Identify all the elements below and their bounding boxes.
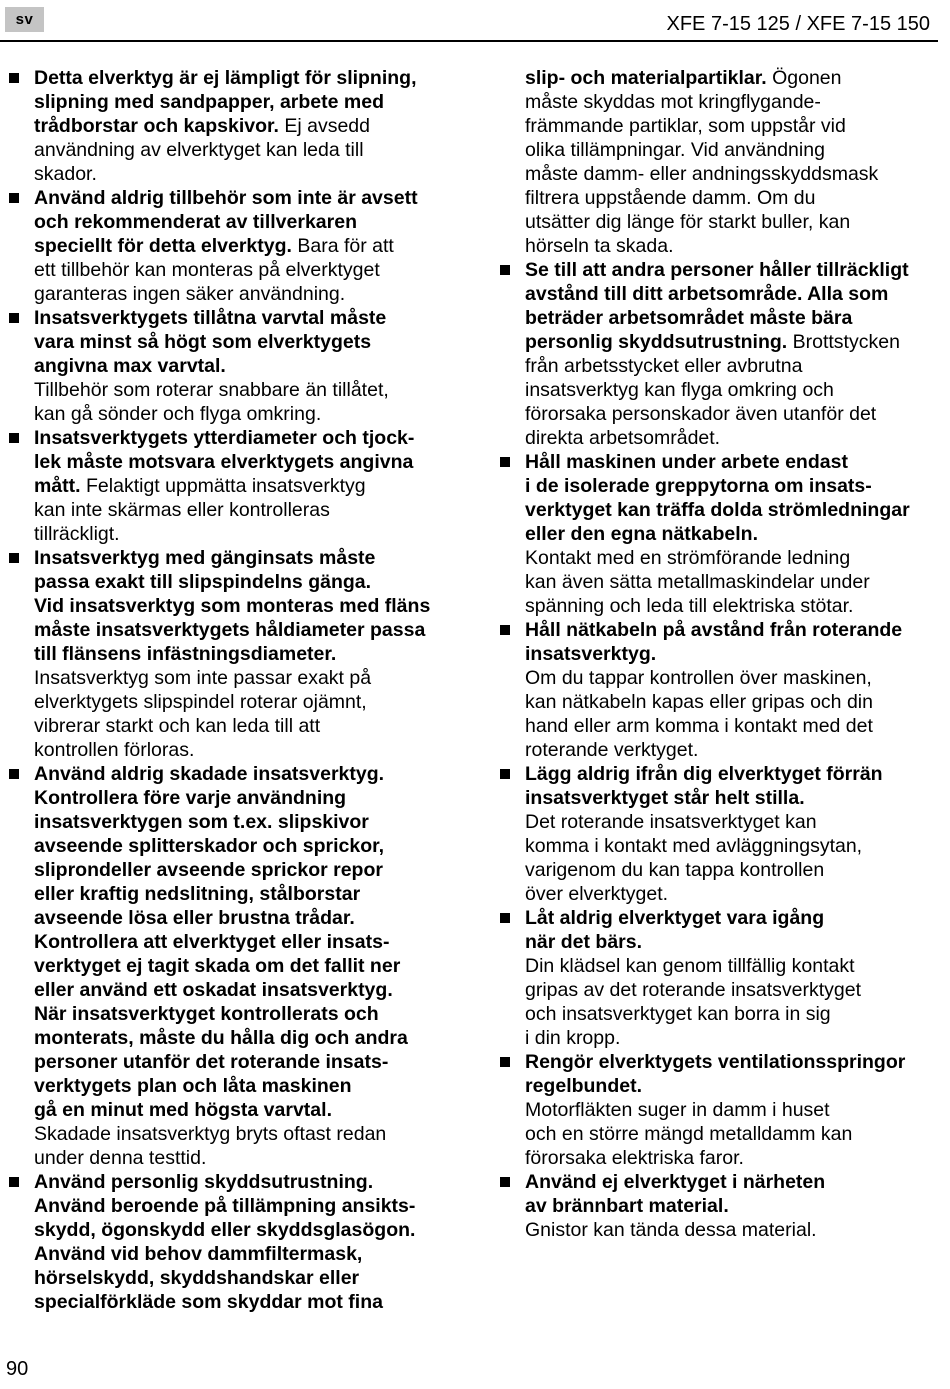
square-bullet-icon xyxy=(9,769,19,779)
instruction-line: kan inte skärmas eller kontrolleras xyxy=(34,499,330,521)
instruction-line: skydd, ögonskydd eller skyddsglasögon. xyxy=(34,1219,416,1241)
instruction-line: Insatsverktygets tillåtna varvtal måste xyxy=(34,307,387,329)
instruction-line: Använd personlig skyddsutrustning. xyxy=(34,1171,374,1193)
instruction-line: roterande verktyget. xyxy=(525,739,699,761)
square-bullet-icon xyxy=(9,433,19,443)
square-bullet-icon xyxy=(500,625,510,635)
instruction-line: specialförkläde som skyddar mot fina xyxy=(34,1291,383,1313)
safety-instruction xyxy=(8,1170,440,1314)
safety-instruction xyxy=(499,762,931,906)
instruction-line: Använd ej elverktyget i närheten xyxy=(525,1171,826,1193)
instruction-line-bold-part: personlig skyddsutrustning. xyxy=(525,331,788,353)
instruction-line: vara minst så högt som elverktygets xyxy=(34,331,372,353)
safety-instruction xyxy=(8,426,440,546)
instruction-line: personer utanför det roterande insats- xyxy=(34,1051,389,1073)
instruction-line xyxy=(34,474,440,498)
model-title: XFE 7-15 125 / XFE 7-15 150 xyxy=(666,13,930,35)
instruction-line: till flänsens infästningsdiameter. xyxy=(34,643,337,665)
instruction-line-bold-part: trådborstar och kapskivor. xyxy=(34,115,279,137)
instruction-line: Använd beroende på tillämpning ansikts- xyxy=(34,1195,416,1217)
instruction-line: filtrera uppstående damm. Om du xyxy=(525,187,816,209)
instruction-line: Håll nätkabeln på avstånd från roterande xyxy=(525,619,903,641)
instruction-line: Kontrollera att elverktyget eller insats- xyxy=(34,931,390,953)
instruction-line: och en större mängd metalldamm kan xyxy=(525,1123,853,1145)
instruction-line: av brännbart material. xyxy=(525,1195,729,1217)
instruction-line: eller den egna nätkabeln. xyxy=(525,523,758,545)
instruction-line: över elverktyget. xyxy=(525,883,669,905)
instruction-line: och rekommenderat av tillverkaren xyxy=(34,211,357,233)
instruction-line-regular-part: Felaktigt uppmätta insatsverktyg xyxy=(80,475,366,497)
instruction-line: Tillbehör som roterar snabbare än tillåtet, xyxy=(34,379,389,401)
header-divider xyxy=(0,40,938,42)
instruction-line: insatsverktygen som t.ex. slipskivor xyxy=(34,811,369,833)
instruction-line: insatsverktyget står helt stilla. xyxy=(525,787,805,809)
instruction-line: sliprondeller avseende sprickor repor xyxy=(34,859,383,881)
instruction-line: avseende splitterskador och sprickor, xyxy=(34,835,385,857)
instruction-line: avseende lösa eller brustna trådar. xyxy=(34,907,355,929)
instruction-line: kan nätkabeln kapas eller gripas och din xyxy=(525,691,873,713)
instruction-line: Din klädsel kan genom tillfällig kontakt xyxy=(525,955,855,977)
instruction-line: direkta arbetsområdet. xyxy=(525,427,721,449)
safety-instruction xyxy=(8,546,440,762)
instruction-line: verktygets plan och låta maskinen xyxy=(34,1075,352,1097)
instruction-line-bold-part: mått. xyxy=(34,475,81,497)
safety-instruction xyxy=(8,186,440,306)
instruction-line: måste skyddas mot kringflygande- xyxy=(525,91,821,113)
safety-instruction xyxy=(499,450,931,618)
instruction-line: Håll maskinen under arbete endast xyxy=(525,451,848,473)
right-column xyxy=(499,66,931,1242)
instruction-line: garanteras ingen säker användning. xyxy=(34,283,346,305)
instruction-line: skador. xyxy=(34,163,97,185)
instruction-line-regular-part: Ögonen xyxy=(766,67,842,89)
safety-instruction xyxy=(8,306,440,426)
instruction-line: måste insatsverktygets håldiameter passa xyxy=(34,619,426,641)
instruction-line: förorsaka elektriska faror. xyxy=(525,1147,744,1169)
instruction-line: slipning med sandpapper, arbete med xyxy=(34,91,385,113)
square-bullet-icon xyxy=(9,313,19,323)
instruction-line: Kontrollera före varje användning xyxy=(34,787,347,809)
safety-instruction xyxy=(499,258,931,450)
safety-instruction xyxy=(499,618,931,762)
instruction-line: spänning och leda till elektriska stötar. xyxy=(525,595,854,617)
instruction-line: kan även sätta metallmaskindelar under xyxy=(525,571,870,593)
instruction-line: utsätter dig länge för starkt buller, kan xyxy=(525,211,851,233)
instruction-line: angivna max varvtal. xyxy=(34,355,226,377)
square-bullet-icon xyxy=(9,193,19,203)
instruction-line: Lägg aldrig ifrån dig elverktyget förrän xyxy=(525,763,883,785)
safety-instruction xyxy=(499,906,931,1050)
square-bullet-icon xyxy=(9,73,19,83)
instruction-line: och insatsverktyget kan borra in sig xyxy=(525,1003,831,1025)
instruction-line-regular-part: Brottstycken xyxy=(787,331,900,353)
square-bullet-icon xyxy=(500,1177,510,1187)
instruction-line: monterats, måste du hålla dig och andra xyxy=(34,1027,408,1049)
instruction-line: Vid insatsverktyg som monteras med fläns xyxy=(34,595,431,617)
instruction-line-regular-part: Bara för att xyxy=(291,235,394,257)
instruction-line: varigenom du kan tappa kontrollen xyxy=(525,859,825,881)
instruction-line: eller kraftig nedslitning, stålborstar xyxy=(34,883,361,905)
safety-instruction xyxy=(8,762,440,1170)
square-bullet-icon xyxy=(500,265,510,275)
instruction-line: Om du tappar kontrollen över maskinen, xyxy=(525,667,872,689)
instruction-line xyxy=(525,330,931,354)
instruction-line: Använd aldrig tillbehör som inte är avsett xyxy=(34,187,418,209)
instruction-line: gå en minut med högsta varvtal. xyxy=(34,1099,332,1121)
instruction-line: Insatsverktyg med gänginsats måste xyxy=(34,547,376,569)
instruction-line: Insatsverktygets ytterdiameter och tjock- xyxy=(34,427,415,449)
instruction-line: gripas av det roterande insatsverktyget xyxy=(525,979,862,1001)
instruction-line: när det bärs. xyxy=(525,931,643,953)
instruction-line: under denna testtid. xyxy=(34,1147,207,1169)
instruction-line: hörseln ta skada. xyxy=(525,235,674,257)
square-bullet-icon xyxy=(9,1177,19,1187)
instruction-line: Låt aldrig elverktyget vara igång xyxy=(525,907,825,929)
instruction-line xyxy=(34,114,440,138)
instruction-line: hand eller arm komma i kontakt med det xyxy=(525,715,873,737)
square-bullet-icon xyxy=(500,913,510,923)
instruction-line: Se till att andra personer håller tillräckligt xyxy=(525,259,909,281)
instruction-line: Detta elverktyg är ej lämpligt för slipning, xyxy=(34,67,417,89)
instruction-line: Skadade insatsverktyg bryts oftast redan xyxy=(34,1123,387,1145)
instruction-line xyxy=(34,234,440,258)
safety-instruction xyxy=(8,66,440,186)
instruction-line: tillräckligt. xyxy=(34,523,120,545)
instruction-line: Det roterande insatsverktyget kan xyxy=(525,811,817,833)
left-column xyxy=(8,66,440,1314)
safety-instruction-continued xyxy=(499,66,931,258)
instruction-line: beträder arbetsområdet måste bära xyxy=(525,307,853,329)
safety-instruction xyxy=(499,1050,931,1170)
instruction-line: Använd aldrig skadade insatsverktyg. xyxy=(34,763,385,785)
instruction-line-bold-part: slip- och materialpartiklar. xyxy=(525,67,767,89)
instruction-line: elverktygets slipspindel roterar ojämnt, xyxy=(34,691,367,713)
instruction-line: från arbetsstycket eller avbrutna xyxy=(525,355,803,377)
instruction-line: förorsaka personskador även utanför det xyxy=(525,403,877,425)
instruction-line: eller använd ett oskadat insatsverktyg. xyxy=(34,979,393,1001)
instruction-line: insatsverktyg kan flyga omkring och xyxy=(525,379,834,401)
square-bullet-icon xyxy=(9,553,19,563)
instruction-line-bold-part: speciellt för detta elverktyg. xyxy=(34,235,292,257)
language-badge: sv xyxy=(5,7,44,32)
instruction-line: När insatsverktyget kontrollerats och xyxy=(34,1003,379,1025)
instruction-line: insatsverktyg. xyxy=(525,643,657,665)
instruction-line: Rengör elverktygets ventilationsspringor xyxy=(525,1051,906,1073)
instruction-line: främmande partiklar, som uppstår vid xyxy=(525,115,846,137)
instruction-line: måste damm- eller andningsskyddsmask xyxy=(525,163,879,185)
instruction-line: avstånd till ditt arbetsområde. Alla som xyxy=(525,283,889,305)
square-bullet-icon xyxy=(500,457,510,467)
instruction-line: kontrollen förloras. xyxy=(34,739,195,761)
page-number: 90 xyxy=(6,1358,29,1380)
square-bullet-icon xyxy=(500,769,510,779)
instruction-line: Använd vid behov dammfiltermask, xyxy=(34,1243,363,1265)
instruction-line: verktyget ej tagit skada om det fallit ner xyxy=(34,955,401,977)
instruction-line: passa exakt till slipspindelns gänga. xyxy=(34,571,372,593)
instruction-line: i din kropp. xyxy=(525,1027,621,1049)
instruction-line: olika tillämpningar. Vid användning xyxy=(525,139,825,161)
instruction-line: kan gå sönder och flyga omkring. xyxy=(34,403,322,425)
instruction-line: Motorfläkten suger in damm i huset xyxy=(525,1099,830,1121)
instruction-line: hörselskydd, skyddshandskar eller xyxy=(34,1267,360,1289)
instruction-line: i de isolerade greppytorna om insats- xyxy=(525,475,872,497)
square-bullet-icon xyxy=(500,1057,510,1067)
instruction-line: Kontakt med en strömförande ledning xyxy=(525,547,851,569)
instruction-line: regelbundet. xyxy=(525,1075,643,1097)
instruction-line: komma i kontakt med avläggningsytan, xyxy=(525,835,863,857)
instruction-line: verktyget kan träffa dolda strömledningar xyxy=(525,499,910,521)
instruction-line: Insatsverktyg som inte passar exakt på xyxy=(34,667,372,689)
instruction-line: lek måste motsvara elverktygets angivna xyxy=(34,451,414,473)
instruction-line-regular-part: Ej avsedd xyxy=(278,115,370,137)
instruction-line: användning av elverktyget kan leda till xyxy=(34,139,364,161)
safety-instruction xyxy=(499,1170,931,1242)
instruction-line xyxy=(525,66,931,90)
instruction-line: Gnistor kan tända dessa material. xyxy=(525,1219,817,1241)
instruction-line: ett tillbehör kan monteras på elverktyget xyxy=(34,259,380,281)
instruction-line: vibrerar starkt och kan leda till att xyxy=(34,715,321,737)
